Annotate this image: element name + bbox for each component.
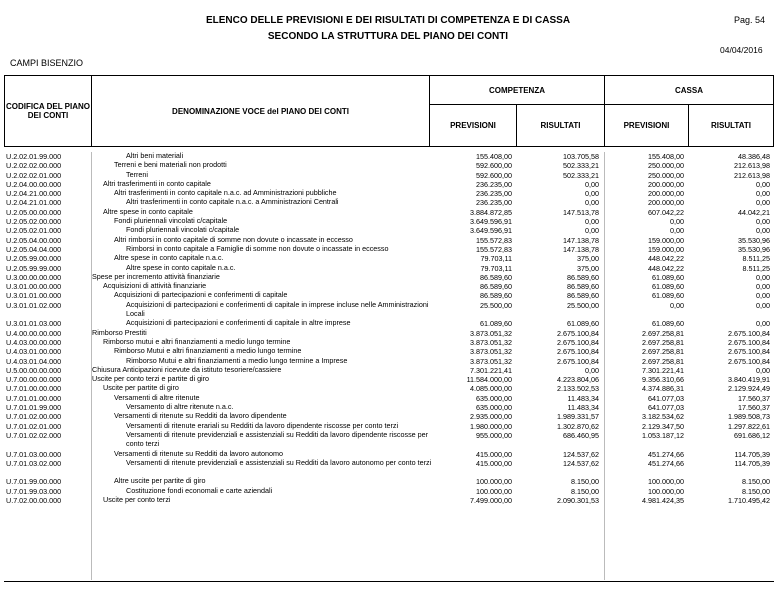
row-code: U.7.01.99.00.000 xyxy=(6,477,62,487)
row-competenza-previsioni: 236.235,00 xyxy=(476,198,512,208)
row-cassa-risultati: 212.613,98 xyxy=(734,161,770,171)
row-code: U.3.01.00.00.000 xyxy=(6,282,62,292)
row-competenza-previsioni: 11.584.000,00 xyxy=(466,375,512,385)
row-cassa-previsioni: 9.356.310,66 xyxy=(642,375,684,385)
row-cassa-previsioni: 61.089,60 xyxy=(652,272,684,282)
header-cassa: CASSA xyxy=(605,76,773,105)
row-code: U.3.01.01.02.000 xyxy=(6,300,62,310)
row-cassa-risultati: 17.560,37 xyxy=(738,393,770,403)
row-code: U.7.01.03.00.000 xyxy=(6,449,62,459)
row-competenza-previsioni: 3.884.872,85 xyxy=(470,207,512,217)
row-cassa-risultati: 35.530,96 xyxy=(738,235,770,245)
row-competenza-risultati: 4.223.804,06 xyxy=(557,375,599,385)
row-competenza-previsioni: 592.600,00 xyxy=(476,161,512,171)
row-description: Acquisizioni di partecipazioni e conferimenti di capitale in altre imprese xyxy=(126,318,351,328)
row-description: Versamenti di ritenute su Redditi da lavoro autonomo xyxy=(114,448,284,458)
row-cassa-risultati: 0,00 xyxy=(756,319,770,329)
row-code: U.2.05.04.00.000 xyxy=(6,235,62,245)
row-competenza-risultati: 2.675.100,84 xyxy=(557,337,599,347)
table-row xyxy=(4,236,774,245)
row-competenza-previsioni: 236.235,00 xyxy=(476,179,512,189)
row-code: U.2.04.21.00.000 xyxy=(6,189,62,199)
row-code: U.3.01.01.03.000 xyxy=(6,319,62,329)
row-cassa-risultati: 2.129.924,49 xyxy=(728,384,770,394)
row-competenza-risultati: 375,00 xyxy=(577,263,599,273)
row-cassa-risultati: 2.675.100,84 xyxy=(728,328,770,338)
row-description: Terreni e beni materiali non prodotti xyxy=(114,160,227,170)
row-cassa-previsioni: 2.697.258,81 xyxy=(642,337,684,347)
row-cassa-previsioni: 7.301.221,41 xyxy=(642,365,684,375)
row-cassa-previsioni: 0,00 xyxy=(670,226,684,236)
row-code: U.7.01.02.00.000 xyxy=(6,412,62,422)
row-cassa-risultati: 2.675.100,84 xyxy=(728,347,770,357)
row-code: U.7.01.02.02.000 xyxy=(6,430,62,440)
row-competenza-previsioni: 86.589,60 xyxy=(480,291,512,301)
row-competenza-previsioni: 415.000,00 xyxy=(476,458,512,468)
row-competenza-previsioni: 635.000,00 xyxy=(476,393,512,403)
row-cassa-previsioni: 2.129.347,50 xyxy=(642,421,684,431)
row-competenza-previsioni: 955.000,00 xyxy=(476,430,512,440)
row-cassa-previsioni: 2.697.258,81 xyxy=(642,356,684,366)
table-body xyxy=(4,152,774,505)
row-description: Altre spese in conto capitale n.a.c. xyxy=(114,253,224,263)
row-cassa-previsioni: 607.042,22 xyxy=(648,207,684,217)
row-code: U.7.00.00.00.000 xyxy=(6,375,62,385)
table-row xyxy=(4,477,774,486)
row-competenza-risultati: 8.150,00 xyxy=(571,486,599,496)
row-cassa-previsioni: 159.000,00 xyxy=(648,235,684,245)
header-competenza-previsioni: PREVISIONI xyxy=(430,105,517,146)
row-cassa-previsioni: 451.274,66 xyxy=(648,449,684,459)
row-cassa-previsioni: 61.089,60 xyxy=(652,319,684,329)
row-cassa-risultati: 2.675.100,84 xyxy=(728,337,770,347)
row-code: U.7.01.03.02.000 xyxy=(6,458,62,468)
row-competenza-previsioni: 79.703,11 xyxy=(480,263,512,273)
row-competenza-previsioni: 4.085.000,00 xyxy=(470,384,512,394)
row-code: U.3.00.00.00.000 xyxy=(6,272,62,282)
row-cassa-previsioni: 61.089,60 xyxy=(652,282,684,292)
row-cassa-previsioni: 1.053.187,12 xyxy=(642,430,684,440)
row-competenza-previsioni: 25.500,00 xyxy=(480,300,512,310)
row-cassa-risultati: 114.705,39 xyxy=(734,449,770,459)
row-competenza-risultati: 0,00 xyxy=(585,217,599,227)
row-cassa-risultati: 0,00 xyxy=(756,291,770,301)
row-cassa-risultati: 17.560,37 xyxy=(738,403,770,413)
row-description: Uscite per conto terzi xyxy=(103,494,171,504)
row-code: U.2.02.01.99.000 xyxy=(6,152,62,161)
row-competenza-risultati: 124.537,62 xyxy=(563,458,599,468)
row-competenza-previsioni: 2.935.000,00 xyxy=(470,412,512,422)
row-cassa-previsioni: 200.000,00 xyxy=(648,189,684,199)
row-competenza-risultati: 147.513,78 xyxy=(563,207,599,217)
row-competenza-previsioni: 3.873.051,32 xyxy=(470,337,512,347)
row-cassa-risultati: 691.686,12 xyxy=(734,430,770,440)
table-bottom-rule xyxy=(4,581,774,582)
row-cassa-previsioni: 100.000,00 xyxy=(648,477,684,487)
row-cassa-risultati: 0,00 xyxy=(756,179,770,189)
row-cassa-risultati: 1.710.495,42 xyxy=(728,495,770,505)
row-cassa-risultati: 0,00 xyxy=(756,198,770,208)
row-description: Spese per incremento attività finanziarie xyxy=(92,271,220,281)
row-cassa-previsioni: 200.000,00 xyxy=(648,198,684,208)
row-cassa-previsioni: 641.077,03 xyxy=(648,403,684,413)
row-description: Rimborso Prestiti xyxy=(92,327,147,337)
row-cassa-risultati: 35.530,96 xyxy=(738,244,770,254)
row-code: U.2.05.99.99.000 xyxy=(6,263,62,273)
header-competenza-risultati: RISULTATI xyxy=(540,121,581,130)
row-description: Rimborsi in conto capitale a Famiglie di somme non dovute o incassate in eccesso xyxy=(126,243,389,253)
row-description: Versamenti di ritenute previdenziali e assistenziali su Redditi da lavoro dipendente riscosse per conto terzi xyxy=(126,429,429,448)
row-cassa-risultati: 8.150,00 xyxy=(742,486,770,496)
row-cassa-risultati: 212.613,98 xyxy=(734,170,770,180)
row-code: U.3.01.01.00.000 xyxy=(6,291,62,301)
row-code: U.7.02.00.00.000 xyxy=(6,495,62,505)
row-cassa-risultati: 8.511,25 xyxy=(742,254,770,264)
row-competenza-previsioni: 236.235,00 xyxy=(476,189,512,199)
row-description: Rimborso Mutui e altri finanziamenti a medio lungo termine a Imprese xyxy=(126,355,348,365)
row-competenza-previsioni: 100.000,00 xyxy=(476,477,512,487)
row-description: Costituzione fondi economali e carte aziendali xyxy=(126,485,273,495)
row-code: U.7.01.01.00.000 xyxy=(6,393,62,403)
row-competenza-risultati: 8.150,00 xyxy=(571,477,599,487)
row-code: U.5.00.00.00.000 xyxy=(6,365,62,375)
row-competenza-risultati: 1.989.331,57 xyxy=(557,412,599,422)
row-cassa-previsioni: 2.697.258,81 xyxy=(642,328,684,338)
row-competenza-risultati: 124.537,62 xyxy=(563,449,599,459)
row-code: U.7.01.02.01.000 xyxy=(6,421,62,431)
row-competenza-risultati: 0,00 xyxy=(585,179,599,189)
table-row xyxy=(4,301,774,320)
row-code: U.7.01.01.99.000 xyxy=(6,403,62,413)
row-competenza-previsioni: 155.572,83 xyxy=(476,244,512,254)
row-cassa-previsioni: 451.274,66 xyxy=(648,458,684,468)
row-cassa-risultati: 8.150,00 xyxy=(742,477,770,487)
row-competenza-risultati: 502.333,21 xyxy=(563,170,599,180)
row-cassa-previsioni: 2.697.258,81 xyxy=(642,347,684,357)
row-code: U.2.02.02.01.000 xyxy=(6,170,62,180)
row-cassa-previsioni: 448.042,22 xyxy=(648,263,684,273)
row-code: U.4.03.01.00.000 xyxy=(6,347,62,357)
row-cassa-previsioni: 61.089,60 xyxy=(652,291,684,301)
row-description: Altre uscite per partite di giro xyxy=(114,476,206,486)
row-description: Versamenti di altre ritenute xyxy=(114,392,200,402)
table-row xyxy=(4,189,774,198)
row-cassa-risultati: 48.386,48 xyxy=(738,152,770,161)
row-code: U.2.05.00.00.000 xyxy=(6,207,62,217)
row-description: Acquisizioni di partecipazioni e conferimenti di capitale in imprese incluse nelle Amministrazioni Locali xyxy=(126,299,429,318)
row-competenza-risultati: 2.133.502,53 xyxy=(557,384,599,394)
row-description: Altri trasferimenti in conto capitale xyxy=(103,178,211,188)
row-description: Altri beni materiali xyxy=(126,151,184,160)
table-header xyxy=(4,75,774,147)
row-cassa-risultati: 0,00 xyxy=(756,365,770,375)
row-cassa-risultati: 0,00 xyxy=(756,272,770,282)
table-row xyxy=(4,254,774,263)
row-competenza-previsioni: 86.589,60 xyxy=(480,282,512,292)
row-competenza-risultati: 147.138,78 xyxy=(563,244,599,254)
row-cassa-previsioni: 448.042,22 xyxy=(648,254,684,264)
row-cassa-previsioni: 159.000,00 xyxy=(648,244,684,254)
row-competenza-previsioni: 86.589,60 xyxy=(480,272,512,282)
row-competenza-previsioni: 79.703,11 xyxy=(480,254,512,264)
row-code: U.2.05.99.00.000 xyxy=(6,254,62,264)
header-competenza: COMPETENZA xyxy=(430,76,604,105)
row-code: U.2.05.02.01.000 xyxy=(6,226,62,236)
row-competenza-previsioni: 100.000,00 xyxy=(476,486,512,496)
report-title-line1: ELENCO DELLE PREVISIONI E DEI RISULTATI DI COMPETENZA E DI CASSA xyxy=(205,15,571,26)
row-description: Altri rimborsi in conto capitale di somme non dovute o incassate in eccesso xyxy=(114,234,353,244)
row-competenza-risultati: 686.460,95 xyxy=(563,430,599,440)
row-code: U.4.00.00.00.000 xyxy=(6,328,62,338)
row-competenza-risultati: 1.302.870,62 xyxy=(557,421,599,431)
row-competenza-risultati: 86.589,60 xyxy=(567,272,599,282)
row-code: U.2.04.00.00.000 xyxy=(6,179,62,189)
row-competenza-risultati: 2.675.100,84 xyxy=(557,328,599,338)
row-competenza-previsioni: 3.873.051,32 xyxy=(470,328,512,338)
page-number: Pag. 54 xyxy=(734,15,766,25)
row-competenza-risultati: 2.675.100,84 xyxy=(557,356,599,366)
report-date: 04/04/2016 xyxy=(720,45,763,55)
row-description: Uscite per partite di giro xyxy=(103,383,179,393)
row-cassa-risultati: 1.989.508,73 xyxy=(728,412,770,422)
table-row xyxy=(4,394,774,403)
header-cassa-previsioni: PREVISIONI xyxy=(605,105,689,146)
header-codifica: CODIFICA DEL PIANO DEI CONTI xyxy=(5,76,92,146)
table-row xyxy=(4,161,774,170)
table-row xyxy=(4,496,774,505)
row-competenza-previsioni: 415.000,00 xyxy=(476,449,512,459)
row-competenza-previsioni: 592.600,00 xyxy=(476,170,512,180)
row-competenza-previsioni: 155.572,83 xyxy=(476,235,512,245)
row-competenza-risultati: 86.589,60 xyxy=(567,291,599,301)
row-cassa-previsioni: 3.182.534,62 xyxy=(642,412,684,422)
row-cassa-risultati: 0,00 xyxy=(756,217,770,227)
row-competenza-risultati: 25.500,00 xyxy=(567,300,599,310)
row-competenza-risultati: 147.138,78 xyxy=(563,235,599,245)
row-cassa-previsioni: 250.000,00 xyxy=(648,161,684,171)
row-description: Terreni xyxy=(126,169,148,179)
row-competenza-previsioni: 1.980.000,00 xyxy=(470,421,512,431)
report-title-line2: SECONDO LA STRUTTURA DEL PIANO DEI CONTI xyxy=(267,31,509,42)
row-competenza-risultati: 11.483,34 xyxy=(567,403,599,413)
row-description: Rimborso Mutui e altri finanziamenti a medio lungo termine xyxy=(114,346,302,356)
row-cassa-previsioni: 4.374.886,31 xyxy=(642,384,684,394)
row-code: U.2.04.21.01.000 xyxy=(6,198,62,208)
row-description: Altri trasferimenti in conto capitale n.a.c. a Amministrazioni Centrali xyxy=(126,197,339,207)
row-code: U.2.05.02.00.000 xyxy=(6,217,62,227)
row-description: Versamenti di ritenute previdenziali e assistenziali su Redditi da lavoro autonomo per conto terzi xyxy=(126,457,432,467)
header-cassa-group xyxy=(605,76,773,146)
row-description: Rimborso mutui e altri finanziamenti a medio lungo termine xyxy=(103,336,291,346)
row-cassa-previsioni: 4.981.424,35 xyxy=(642,495,684,505)
table-row xyxy=(4,431,774,450)
row-competenza-risultati: 375,00 xyxy=(577,254,599,264)
row-competenza-risultati: 103.705,58 xyxy=(563,152,599,161)
row-cassa-previsioni: 200.000,00 xyxy=(648,179,684,189)
row-competenza-risultati: 11.483,34 xyxy=(567,393,599,403)
row-competenza-previsioni: 3.873.051,32 xyxy=(470,347,512,357)
row-competenza-previsioni: 635.000,00 xyxy=(476,403,512,413)
row-competenza-previsioni: 7.499.000,00 xyxy=(470,495,512,505)
row-code: U.7.01.99.03.000 xyxy=(6,486,62,496)
table-row xyxy=(4,347,774,356)
row-cassa-previsioni: 100.000,00 xyxy=(648,486,684,496)
row-competenza-risultati: 0,00 xyxy=(585,226,599,236)
row-cassa-previsioni: 0,00 xyxy=(670,300,684,310)
row-competenza-previsioni: 3.649.596,91 xyxy=(470,226,512,236)
header-denominazione: DENOMINAZIONE VOCE del PIANO DEI CONTI xyxy=(92,76,430,146)
row-description: Versamenti di ritenute su Redditi da lavoro dipendente xyxy=(114,411,287,421)
row-cassa-risultati: 2.675.100,84 xyxy=(728,356,770,366)
row-description: Acquisizioni di attività finanziarie xyxy=(103,281,207,291)
header-cassa-risultati: RISULTATI xyxy=(711,121,751,130)
row-competenza-previsioni: 155.408,00 xyxy=(476,152,512,161)
row-competenza-risultati: 86.589,60 xyxy=(567,282,599,292)
row-competenza-previsioni: 3.649.596,91 xyxy=(470,217,512,227)
row-cassa-risultati: 8.511,25 xyxy=(742,263,770,273)
row-code: U.4.03.00.00.000 xyxy=(6,337,62,347)
row-cassa-risultati: 3.840.419,91 xyxy=(728,375,770,385)
row-competenza-risultati: 61.089,60 xyxy=(567,319,599,329)
row-description: Altre spese in conto capitale n.a.c. xyxy=(126,262,236,272)
row-code: U.4.03.01.04.000 xyxy=(6,356,62,366)
row-cassa-risultati: 0,00 xyxy=(756,282,770,292)
row-competenza-risultati: 2.090.301,53 xyxy=(557,495,599,505)
row-description: Fondi pluriennali vincolati c/capitale xyxy=(114,216,228,226)
ente-name: CAMPI BISENZIO xyxy=(10,58,84,68)
row-code: U.2.05.04.04.000 xyxy=(6,244,62,254)
row-code: U.7.01.00.00.000 xyxy=(6,384,62,394)
row-cassa-risultati: 1.297.822,61 xyxy=(728,421,770,431)
row-description: Altri trasferimenti in conto capitale n.a.c. ad Amministrazioni pubbliche xyxy=(114,188,337,198)
row-description: Versamenti di ritenute erariali su Redditi da lavoro dipendente riscosse per conto terzi xyxy=(126,420,399,430)
row-code: U.2.02.02.00.000 xyxy=(6,161,62,171)
row-cassa-risultati: 114.705,39 xyxy=(734,458,770,468)
row-competenza-risultati: 0,00 xyxy=(585,198,599,208)
row-cassa-risultati: 44.042,21 xyxy=(738,207,770,217)
row-competenza-risultati: 0,00 xyxy=(585,365,599,375)
row-description: Versamento di altre ritenute n.a.c. xyxy=(126,402,234,412)
row-description: Fondi pluriennali vincolati c/capitale xyxy=(126,225,240,235)
row-cassa-previsioni: 641.077,03 xyxy=(648,393,684,403)
row-competenza-risultati: 0,00 xyxy=(585,189,599,199)
row-cassa-risultati: 0,00 xyxy=(756,300,770,310)
row-cassa-previsioni: 250.000,00 xyxy=(648,170,684,180)
table-row xyxy=(4,217,774,226)
row-cassa-previsioni: 0,00 xyxy=(670,217,684,227)
row-cassa-previsioni: 155.408,00 xyxy=(648,152,684,161)
row-competenza-previsioni: 7.301.221,41 xyxy=(470,365,512,375)
row-description: Altre spese in conto capitale xyxy=(103,206,193,216)
row-competenza-risultati: 502.333,21 xyxy=(563,161,599,171)
row-description: Acquisizioni di partecipazioni e conferimenti di capitale xyxy=(114,290,288,300)
row-competenza-previsioni: 61.089,60 xyxy=(480,319,512,329)
row-cassa-risultati: 0,00 xyxy=(756,189,770,199)
table-row xyxy=(4,459,774,478)
row-description: Uscite per conto terzi e partite di giro xyxy=(92,374,210,384)
row-competenza-risultati: 2.675.100,84 xyxy=(557,347,599,357)
row-competenza-previsioni: 3.873.051,32 xyxy=(470,356,512,366)
row-cassa-risultati: 0,00 xyxy=(756,226,770,236)
header-competenza-group xyxy=(430,76,605,146)
row-description: Chiusura Anticipazioni ricevute da istituto tesoriere/cassiere xyxy=(92,364,282,374)
